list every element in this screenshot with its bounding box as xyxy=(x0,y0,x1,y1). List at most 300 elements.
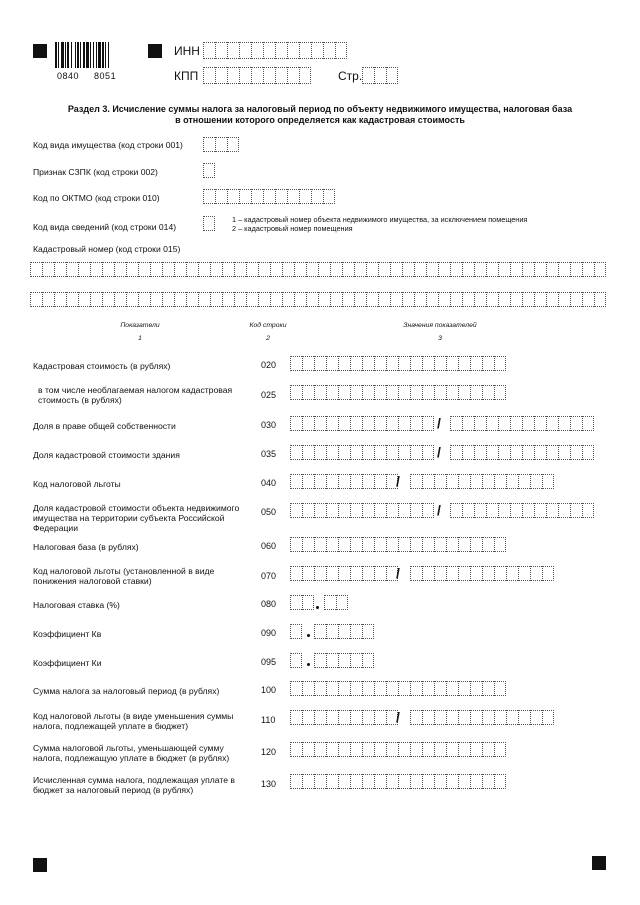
char-cell[interactable] xyxy=(570,445,582,460)
char-cell[interactable] xyxy=(482,566,494,581)
char-cell[interactable] xyxy=(290,537,302,552)
char-cell[interactable] xyxy=(338,624,350,639)
row-130-field[interactable] xyxy=(290,774,506,789)
char-cell[interactable] xyxy=(402,262,414,277)
char-cell[interactable] xyxy=(258,262,270,277)
char-cell[interactable] xyxy=(150,262,162,277)
char-cell[interactable] xyxy=(66,262,78,277)
char-cell[interactable] xyxy=(54,262,66,277)
char-cell[interactable] xyxy=(374,537,386,552)
char-cell[interactable] xyxy=(326,445,338,460)
char-cell[interactable] xyxy=(66,292,78,307)
row-080-integer[interactable] xyxy=(290,595,314,610)
char-cell[interactable] xyxy=(374,681,386,696)
char-cell[interactable] xyxy=(263,67,275,84)
row-035-denominator[interactable] xyxy=(450,445,594,460)
char-cell[interactable] xyxy=(494,742,506,757)
char-cell[interactable] xyxy=(398,537,410,552)
char-cell[interactable] xyxy=(234,262,246,277)
char-cell[interactable] xyxy=(558,292,570,307)
char-cell[interactable] xyxy=(302,385,314,400)
char-cell[interactable] xyxy=(522,262,534,277)
char-cell[interactable] xyxy=(410,356,422,371)
char-cell[interactable] xyxy=(494,566,506,581)
char-cell[interactable] xyxy=(422,537,434,552)
char-cell[interactable] xyxy=(30,292,42,307)
char-cell[interactable] xyxy=(362,710,374,725)
char-cell[interactable] xyxy=(42,262,54,277)
char-cell[interactable] xyxy=(203,189,215,204)
row-040-base-part[interactable] xyxy=(410,474,554,489)
char-cell[interactable] xyxy=(546,445,558,460)
char-cell[interactable] xyxy=(234,292,246,307)
char-cell[interactable] xyxy=(450,292,462,307)
char-cell[interactable] xyxy=(474,445,486,460)
char-cell[interactable] xyxy=(434,774,446,789)
char-cell[interactable] xyxy=(287,67,299,84)
char-cell[interactable] xyxy=(582,262,594,277)
char-cell[interactable] xyxy=(126,292,138,307)
char-cell[interactable] xyxy=(482,681,494,696)
char-cell[interactable] xyxy=(506,474,518,489)
char-cell[interactable] xyxy=(374,503,386,518)
char-cell[interactable] xyxy=(350,445,362,460)
char-cell[interactable] xyxy=(290,385,302,400)
char-cell[interactable] xyxy=(336,595,348,610)
char-cell[interactable] xyxy=(474,503,486,518)
char-cell[interactable] xyxy=(386,537,398,552)
char-cell[interactable] xyxy=(470,385,482,400)
char-cell[interactable] xyxy=(294,292,306,307)
row-110-base-part[interactable] xyxy=(410,710,554,725)
char-cell[interactable] xyxy=(90,292,102,307)
char-cell[interactable] xyxy=(414,262,426,277)
char-cell[interactable] xyxy=(390,292,402,307)
char-cell[interactable] xyxy=(302,537,314,552)
char-cell[interactable] xyxy=(263,189,275,204)
char-cell[interactable] xyxy=(186,292,198,307)
char-cell[interactable] xyxy=(215,137,227,152)
char-cell[interactable] xyxy=(374,67,386,84)
char-cell[interactable] xyxy=(294,262,306,277)
char-cell[interactable] xyxy=(458,774,470,789)
char-cell[interactable] xyxy=(570,416,582,431)
char-cell[interactable] xyxy=(482,385,494,400)
char-cell[interactable] xyxy=(494,474,506,489)
char-cell[interactable] xyxy=(458,537,470,552)
char-cell[interactable] xyxy=(210,262,222,277)
char-cell[interactable] xyxy=(462,445,474,460)
char-cell[interactable] xyxy=(350,416,362,431)
char-cell[interactable] xyxy=(138,292,150,307)
char-cell[interactable] xyxy=(582,445,594,460)
char-cell[interactable] xyxy=(338,742,350,757)
char-cell[interactable] xyxy=(378,262,390,277)
char-cell[interactable] xyxy=(162,292,174,307)
char-cell[interactable] xyxy=(546,416,558,431)
char-cell[interactable] xyxy=(302,742,314,757)
char-cell[interactable] xyxy=(422,385,434,400)
property-type-field[interactable] xyxy=(203,137,239,152)
char-cell[interactable] xyxy=(434,356,446,371)
char-cell[interactable] xyxy=(290,742,302,757)
char-cell[interactable] xyxy=(362,445,374,460)
char-cell[interactable] xyxy=(78,262,90,277)
char-cell[interactable] xyxy=(422,356,434,371)
char-cell[interactable] xyxy=(290,503,302,518)
row-120-field[interactable] xyxy=(290,742,506,757)
char-cell[interactable] xyxy=(299,42,311,59)
char-cell[interactable] xyxy=(546,503,558,518)
char-cell[interactable] xyxy=(362,566,374,581)
page-number-field[interactable] xyxy=(362,67,398,84)
char-cell[interactable] xyxy=(326,624,338,639)
char-cell[interactable] xyxy=(338,710,350,725)
char-cell[interactable] xyxy=(450,416,462,431)
char-cell[interactable] xyxy=(446,774,458,789)
char-cell[interactable] xyxy=(498,262,510,277)
char-cell[interactable] xyxy=(326,416,338,431)
char-cell[interactable] xyxy=(362,742,374,757)
char-cell[interactable] xyxy=(30,262,42,277)
kpp-field[interactable] xyxy=(203,67,311,84)
row-090-fraction[interactable] xyxy=(314,624,374,639)
char-cell[interactable] xyxy=(270,292,282,307)
row-050-numerator[interactable] xyxy=(290,503,434,518)
char-cell[interactable] xyxy=(290,595,302,610)
char-cell[interactable] xyxy=(338,445,350,460)
char-cell[interactable] xyxy=(287,189,299,204)
char-cell[interactable] xyxy=(362,653,374,668)
char-cell[interactable] xyxy=(510,503,522,518)
char-cell[interactable] xyxy=(314,624,326,639)
row-060-field[interactable] xyxy=(290,537,506,552)
char-cell[interactable] xyxy=(458,356,470,371)
char-cell[interactable] xyxy=(374,710,386,725)
char-cell[interactable] xyxy=(446,710,458,725)
row-025-field[interactable] xyxy=(290,385,506,400)
row-110-code-part[interactable] xyxy=(290,710,398,725)
char-cell[interactable] xyxy=(446,474,458,489)
char-cell[interactable] xyxy=(506,566,518,581)
char-cell[interactable] xyxy=(203,137,215,152)
char-cell[interactable] xyxy=(203,216,215,231)
char-cell[interactable] xyxy=(251,42,263,59)
char-cell[interactable] xyxy=(470,474,482,489)
char-cell[interactable] xyxy=(227,137,239,152)
char-cell[interactable] xyxy=(398,503,410,518)
char-cell[interactable] xyxy=(302,710,314,725)
char-cell[interactable] xyxy=(306,292,318,307)
char-cell[interactable] xyxy=(446,385,458,400)
char-cell[interactable] xyxy=(410,474,422,489)
char-cell[interactable] xyxy=(506,710,518,725)
char-cell[interactable] xyxy=(350,474,362,489)
char-cell[interactable] xyxy=(422,445,434,460)
char-cell[interactable] xyxy=(450,262,462,277)
char-cell[interactable] xyxy=(362,503,374,518)
char-cell[interactable] xyxy=(54,292,66,307)
char-cell[interactable] xyxy=(374,385,386,400)
char-cell[interactable] xyxy=(239,189,251,204)
row-020-field[interactable] xyxy=(290,356,506,371)
char-cell[interactable] xyxy=(222,262,234,277)
char-cell[interactable] xyxy=(422,681,434,696)
oktmo-field[interactable] xyxy=(203,189,335,204)
char-cell[interactable] xyxy=(314,710,326,725)
char-cell[interactable] xyxy=(326,385,338,400)
char-cell[interactable] xyxy=(90,262,102,277)
char-cell[interactable] xyxy=(227,42,239,59)
char-cell[interactable] xyxy=(510,445,522,460)
char-cell[interactable] xyxy=(446,742,458,757)
char-cell[interactable] xyxy=(410,503,422,518)
char-cell[interactable] xyxy=(314,356,326,371)
char-cell[interactable] xyxy=(558,445,570,460)
char-cell[interactable] xyxy=(138,262,150,277)
char-cell[interactable] xyxy=(446,566,458,581)
char-cell[interactable] xyxy=(386,503,398,518)
char-cell[interactable] xyxy=(494,710,506,725)
char-cell[interactable] xyxy=(410,681,422,696)
char-cell[interactable] xyxy=(162,262,174,277)
char-cell[interactable] xyxy=(386,416,398,431)
char-cell[interactable] xyxy=(482,774,494,789)
char-cell[interactable] xyxy=(534,292,546,307)
char-cell[interactable] xyxy=(314,653,326,668)
char-cell[interactable] xyxy=(338,653,350,668)
char-cell[interactable] xyxy=(546,292,558,307)
char-cell[interactable] xyxy=(198,292,210,307)
info-type-field[interactable] xyxy=(203,216,215,231)
char-cell[interactable] xyxy=(330,292,342,307)
char-cell[interactable] xyxy=(546,262,558,277)
char-cell[interactable] xyxy=(239,67,251,84)
char-cell[interactable] xyxy=(522,416,534,431)
char-cell[interactable] xyxy=(338,537,350,552)
char-cell[interactable] xyxy=(378,292,390,307)
char-cell[interactable] xyxy=(426,262,438,277)
char-cell[interactable] xyxy=(203,67,215,84)
char-cell[interactable] xyxy=(450,503,462,518)
char-cell[interactable] xyxy=(498,416,510,431)
char-cell[interactable] xyxy=(314,503,326,518)
char-cell[interactable] xyxy=(458,681,470,696)
char-cell[interactable] xyxy=(246,292,258,307)
char-cell[interactable] xyxy=(302,681,314,696)
char-cell[interactable] xyxy=(386,445,398,460)
char-cell[interactable] xyxy=(422,710,434,725)
char-cell[interactable] xyxy=(534,416,546,431)
char-cell[interactable] xyxy=(470,566,482,581)
char-cell[interactable] xyxy=(434,385,446,400)
char-cell[interactable] xyxy=(326,537,338,552)
char-cell[interactable] xyxy=(290,653,302,668)
char-cell[interactable] xyxy=(203,163,215,178)
char-cell[interactable] xyxy=(422,774,434,789)
char-cell[interactable] xyxy=(150,292,162,307)
char-cell[interactable] xyxy=(482,474,494,489)
char-cell[interactable] xyxy=(498,445,510,460)
char-cell[interactable] xyxy=(410,774,422,789)
char-cell[interactable] xyxy=(326,710,338,725)
char-cell[interactable] xyxy=(462,503,474,518)
char-cell[interactable] xyxy=(222,292,234,307)
char-cell[interactable] xyxy=(215,67,227,84)
char-cell[interactable] xyxy=(362,67,374,84)
char-cell[interactable] xyxy=(486,416,498,431)
char-cell[interactable] xyxy=(438,262,450,277)
row-095-fraction[interactable] xyxy=(314,653,374,668)
char-cell[interactable] xyxy=(422,503,434,518)
char-cell[interactable] xyxy=(386,356,398,371)
char-cell[interactable] xyxy=(215,189,227,204)
char-cell[interactable] xyxy=(210,292,222,307)
row-030-denominator[interactable] xyxy=(450,416,594,431)
char-cell[interactable] xyxy=(386,774,398,789)
char-cell[interactable] xyxy=(438,292,450,307)
char-cell[interactable] xyxy=(458,474,470,489)
char-cell[interactable] xyxy=(287,42,299,59)
char-cell[interactable] xyxy=(314,742,326,757)
char-cell[interactable] xyxy=(374,774,386,789)
char-cell[interactable] xyxy=(350,742,362,757)
char-cell[interactable] xyxy=(582,416,594,431)
char-cell[interactable] xyxy=(282,292,294,307)
char-cell[interactable] xyxy=(426,292,438,307)
char-cell[interactable] xyxy=(386,742,398,757)
char-cell[interactable] xyxy=(323,189,335,204)
char-cell[interactable] xyxy=(374,566,386,581)
char-cell[interactable] xyxy=(374,356,386,371)
char-cell[interactable] xyxy=(338,474,350,489)
row-070-code-part[interactable] xyxy=(290,566,398,581)
char-cell[interactable] xyxy=(350,566,362,581)
char-cell[interactable] xyxy=(290,566,302,581)
char-cell[interactable] xyxy=(275,67,287,84)
char-cell[interactable] xyxy=(494,385,506,400)
char-cell[interactable] xyxy=(227,67,239,84)
char-cell[interactable] xyxy=(458,710,470,725)
char-cell[interactable] xyxy=(570,262,582,277)
char-cell[interactable] xyxy=(299,67,311,84)
char-cell[interactable] xyxy=(594,262,606,277)
char-cell[interactable] xyxy=(302,474,314,489)
char-cell[interactable] xyxy=(302,503,314,518)
char-cell[interactable] xyxy=(227,189,239,204)
char-cell[interactable] xyxy=(215,42,227,59)
char-cell[interactable] xyxy=(494,774,506,789)
char-cell[interactable] xyxy=(530,710,542,725)
char-cell[interactable] xyxy=(570,292,582,307)
char-cell[interactable] xyxy=(374,416,386,431)
char-cell[interactable] xyxy=(482,537,494,552)
char-cell[interactable] xyxy=(270,262,282,277)
char-cell[interactable] xyxy=(362,537,374,552)
char-cell[interactable] xyxy=(314,681,326,696)
char-cell[interactable] xyxy=(582,503,594,518)
char-cell[interactable] xyxy=(410,537,422,552)
char-cell[interactable] xyxy=(290,474,302,489)
char-cell[interactable] xyxy=(275,42,287,59)
char-cell[interactable] xyxy=(450,445,462,460)
char-cell[interactable] xyxy=(458,566,470,581)
char-cell[interactable] xyxy=(290,624,302,639)
char-cell[interactable] xyxy=(314,774,326,789)
char-cell[interactable] xyxy=(126,262,138,277)
char-cell[interactable] xyxy=(462,416,474,431)
char-cell[interactable] xyxy=(330,262,342,277)
char-cell[interactable] xyxy=(522,292,534,307)
char-cell[interactable] xyxy=(410,385,422,400)
char-cell[interactable] xyxy=(486,445,498,460)
char-cell[interactable] xyxy=(434,710,446,725)
char-cell[interactable] xyxy=(338,385,350,400)
char-cell[interactable] xyxy=(290,416,302,431)
char-cell[interactable] xyxy=(311,189,323,204)
char-cell[interactable] xyxy=(290,774,302,789)
char-cell[interactable] xyxy=(446,537,458,552)
char-cell[interactable] xyxy=(342,262,354,277)
char-cell[interactable] xyxy=(398,774,410,789)
char-cell[interactable] xyxy=(314,566,326,581)
char-cell[interactable] xyxy=(318,262,330,277)
char-cell[interactable] xyxy=(386,67,398,84)
char-cell[interactable] xyxy=(290,710,302,725)
char-cell[interactable] xyxy=(410,566,422,581)
char-cell[interactable] xyxy=(482,710,494,725)
char-cell[interactable] xyxy=(422,566,434,581)
char-cell[interactable] xyxy=(434,742,446,757)
char-cell[interactable] xyxy=(446,681,458,696)
char-cell[interactable] xyxy=(510,292,522,307)
char-cell[interactable] xyxy=(251,189,263,204)
row-070-base-part[interactable] xyxy=(410,566,554,581)
row-050-denominator[interactable] xyxy=(450,503,594,518)
char-cell[interactable] xyxy=(482,742,494,757)
char-cell[interactable] xyxy=(198,262,210,277)
char-cell[interactable] xyxy=(398,385,410,400)
char-cell[interactable] xyxy=(582,292,594,307)
char-cell[interactable] xyxy=(530,474,542,489)
char-cell[interactable] xyxy=(362,356,374,371)
char-cell[interactable] xyxy=(338,416,350,431)
char-cell[interactable] xyxy=(102,292,114,307)
char-cell[interactable] xyxy=(42,292,54,307)
char-cell[interactable] xyxy=(594,292,606,307)
char-cell[interactable] xyxy=(335,42,347,59)
char-cell[interactable] xyxy=(366,262,378,277)
char-cell[interactable] xyxy=(390,262,402,277)
char-cell[interactable] xyxy=(462,262,474,277)
char-cell[interactable] xyxy=(414,292,426,307)
char-cell[interactable] xyxy=(302,566,314,581)
char-cell[interactable] xyxy=(338,503,350,518)
char-cell[interactable] xyxy=(470,774,482,789)
szpk-field[interactable] xyxy=(203,163,215,178)
char-cell[interactable] xyxy=(350,681,362,696)
char-cell[interactable] xyxy=(494,537,506,552)
char-cell[interactable] xyxy=(338,774,350,789)
char-cell[interactable] xyxy=(326,474,338,489)
char-cell[interactable] xyxy=(114,292,126,307)
char-cell[interactable] xyxy=(522,445,534,460)
char-cell[interactable] xyxy=(434,474,446,489)
char-cell[interactable] xyxy=(354,292,366,307)
char-cell[interactable] xyxy=(374,742,386,757)
row-030-numerator[interactable] xyxy=(290,416,434,431)
char-cell[interactable] xyxy=(350,385,362,400)
